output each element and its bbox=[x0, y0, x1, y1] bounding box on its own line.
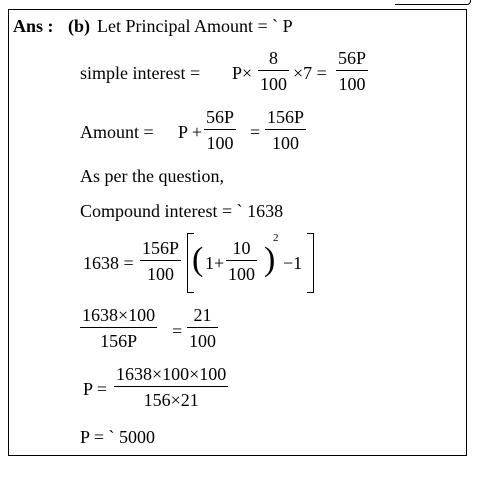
si-mid: ×7 = bbox=[293, 63, 327, 83]
eq2-eq: = bbox=[172, 321, 183, 341]
as-per-text: As per the question, bbox=[80, 166, 224, 186]
si-fraction-1 bbox=[258, 48, 289, 94]
si-label: simple interest = bbox=[80, 63, 201, 83]
denominator: 156P bbox=[100, 331, 138, 351]
numerator: 56P bbox=[338, 48, 367, 68]
top-border-fragment bbox=[395, 0, 471, 5]
amount-eq: = bbox=[250, 122, 261, 142]
numerator: 21 bbox=[193, 305, 212, 325]
right-paren: ) bbox=[264, 241, 276, 278]
denominator: 156×21 bbox=[143, 390, 199, 410]
eq1-exponent: 2 bbox=[273, 232, 279, 244]
numerator: 8 bbox=[269, 48, 278, 68]
denominator: 100 bbox=[189, 331, 216, 351]
amount-p: P + bbox=[178, 122, 202, 142]
eq2-fraction-2 bbox=[187, 305, 218, 351]
eq1-fraction bbox=[140, 238, 181, 284]
amount-label: Amount = bbox=[80, 122, 154, 142]
denominator: 100 bbox=[147, 264, 174, 284]
numerator: 56P bbox=[206, 107, 235, 127]
denominator: 100 bbox=[206, 133, 234, 153]
eq3-lhs: P = bbox=[83, 379, 107, 399]
intro-text: Let Principal Amount = ` P bbox=[97, 16, 293, 36]
eq1-inner-fraction bbox=[226, 238, 257, 284]
si-fraction-2 bbox=[336, 48, 368, 94]
numerator: 10 bbox=[232, 238, 251, 258]
amount-fraction-1 bbox=[204, 107, 236, 153]
denominator: 100 bbox=[272, 133, 299, 153]
eq3-fraction bbox=[114, 364, 228, 410]
right-bracket bbox=[307, 233, 314, 293]
numerator: 156P bbox=[142, 238, 180, 258]
numerator: 1638×100 bbox=[82, 305, 156, 325]
denominator: 100 bbox=[260, 74, 287, 94]
numerator: 1638×100×100 bbox=[116, 364, 227, 384]
left-paren: ( bbox=[192, 241, 204, 278]
amount-fraction-2 bbox=[265, 107, 306, 153]
eq1-minus-one: −1 bbox=[283, 253, 303, 273]
denominator: 100 bbox=[228, 264, 255, 284]
numerator: 156P bbox=[267, 107, 305, 127]
eq1-lhs: 1638 = bbox=[83, 253, 134, 273]
si-p: P× bbox=[232, 63, 253, 83]
denominator: 100 bbox=[338, 74, 366, 94]
ans-label: Ans : bbox=[13, 16, 54, 36]
eq1-one-plus: 1+ bbox=[205, 253, 225, 273]
option-label: (b) bbox=[68, 16, 90, 36]
eq2-fraction-1 bbox=[80, 305, 157, 351]
ci-text: Compound interest = ` 1638 bbox=[80, 201, 284, 221]
final-answer: P = ` 5000 bbox=[80, 427, 155, 447]
